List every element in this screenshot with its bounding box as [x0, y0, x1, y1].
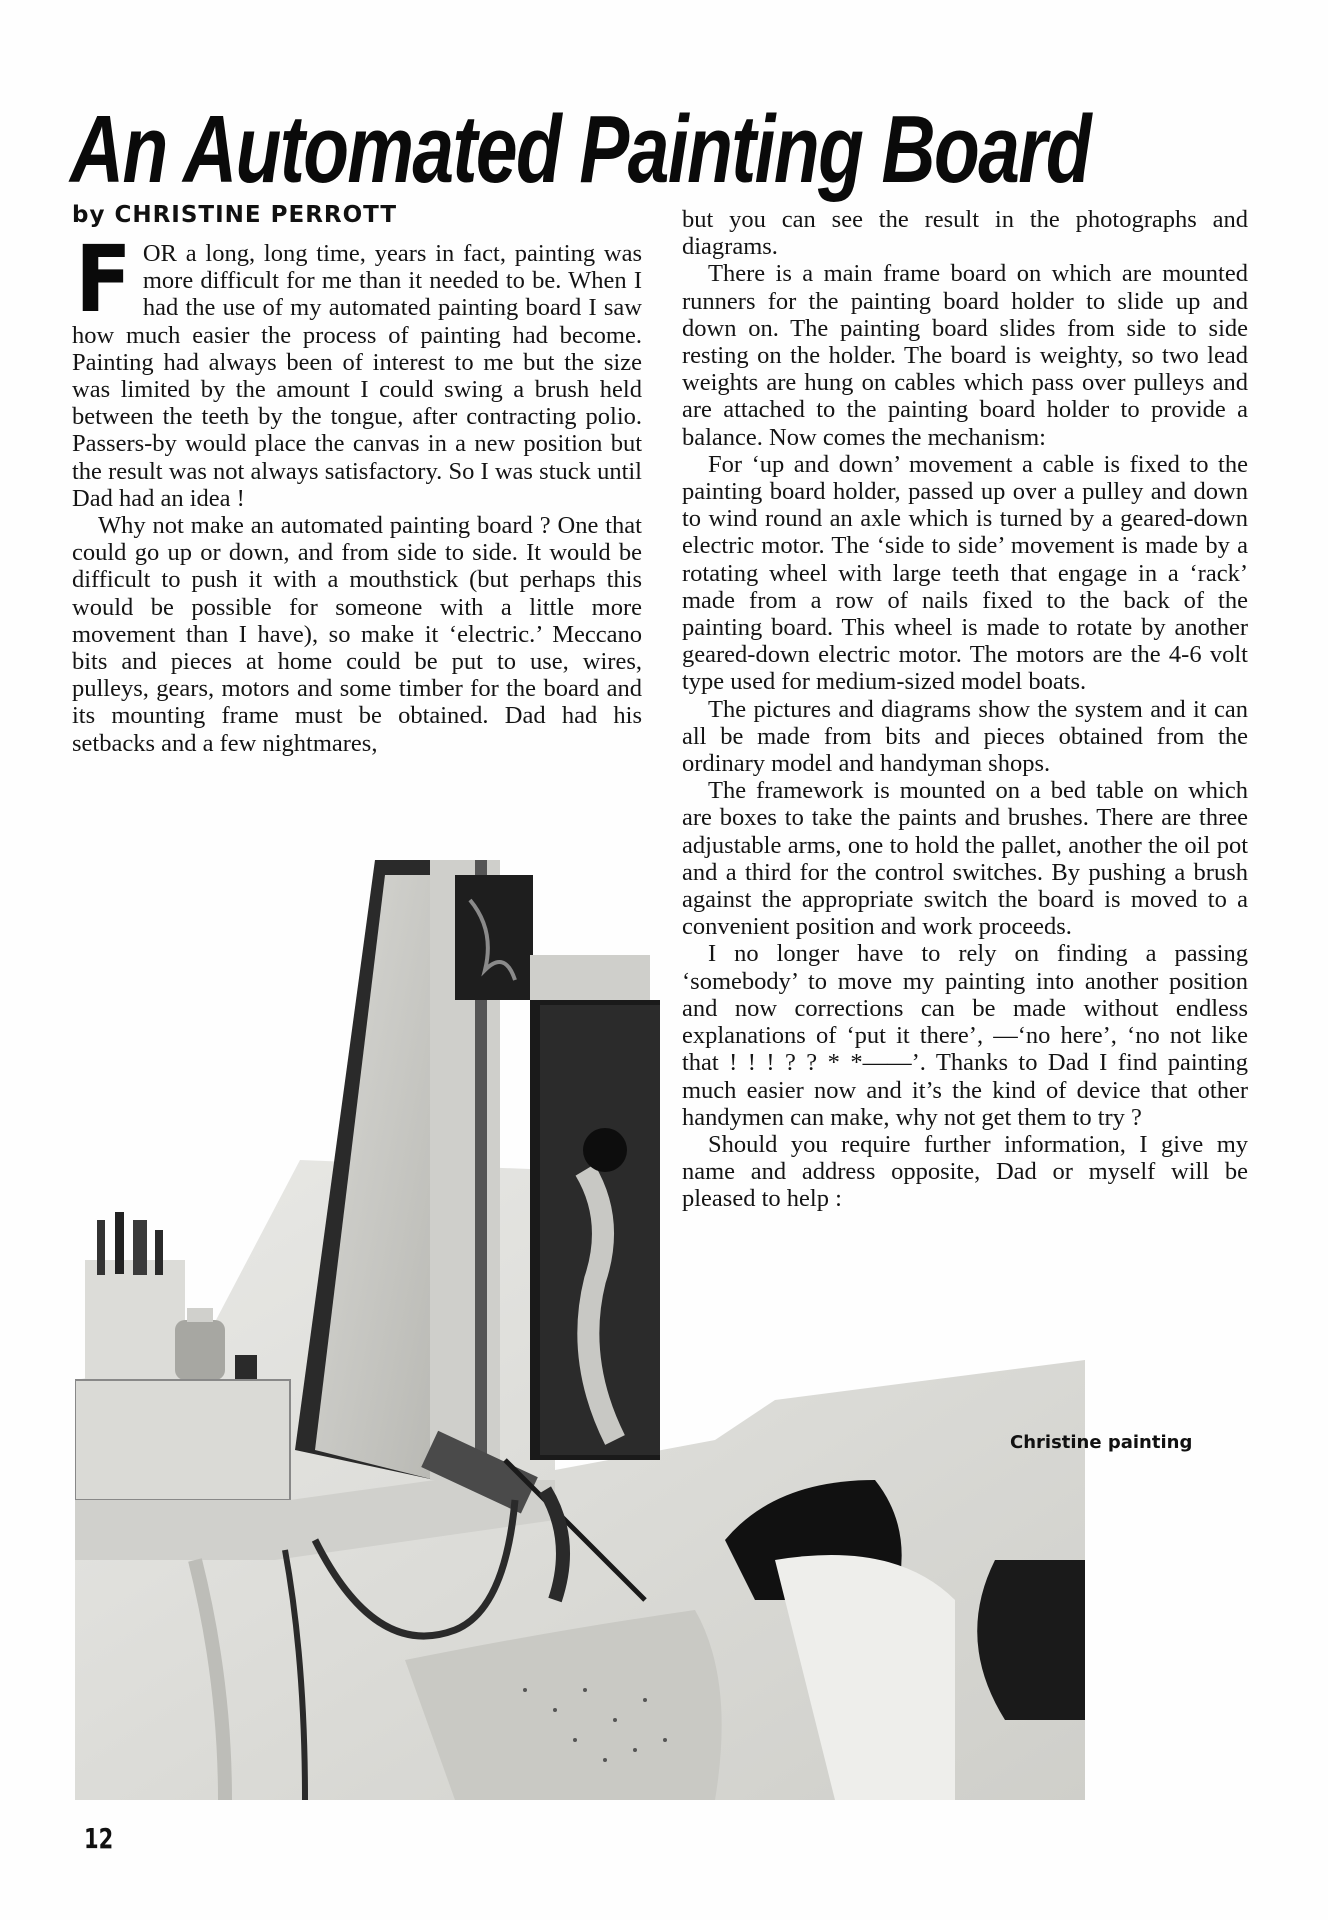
photo-caption: Christine painting — [1010, 1432, 1193, 1453]
article-title: An Automated Painting Board — [70, 96, 1091, 203]
intro-paragraph — [72, 226, 642, 512]
body-paragraph: For ‘up and down’ movement a cable is fixed to the painting board holder, passed up over a pulley and down to wind round an axle which is turned by a geared-down electric motor. The ‘side to side’ movement is made by a rotating wheel with large teeth that engage in a ‘rack’ made from a row of nails fixed to the back of the painting board. This wheel is made to rotate by another geared-down electric motor. The motors are the 4-6 volt type used for medium-sized model boats. — [682, 450, 1248, 696]
body-paragraph: Should you require further information, I give my name and address opposite, Dad or myself will be pleased to help : — [682, 1130, 1248, 1213]
body-paragraph: The framework is mounted on a bed table on which are boxes to take the paints and brushes. There are three adjustable arms, one to hold the pallet, another the oil pot and a third for the control switches. By pushing a brush against the appropriate switch the board is moved to a convenient position and work proceeds. — [682, 777, 1248, 941]
article-byline: by CHRISTINE PERROTT — [72, 202, 398, 228]
intro-paragraph-text: OR a long, long time, years in fact, painting was more difficult for me than it needed to be. When I had the use of my automated painting board I saw how much easier the process of painting had become. Painting had always been of interest to me but the size was limited by the amount I could swing a brush held between the teeth by the tongue, after contracting polio. Passers-by would place the canvas in a new position but the result was not always satisfactory. So I was stuck until Dad had an idea ! — [72, 240, 642, 512]
body-paragraph: The pictures and diagrams show the system and it can all be made from bits and pieces obtained from the ordinary model and handyman shops. — [682, 695, 1248, 778]
left-column — [72, 226, 642, 757]
continuation-paragraph: but you can see the result in the photographs and diagrams. — [682, 206, 1248, 261]
page-number: 12 — [84, 1822, 114, 1855]
photo-christine-painting — [75, 840, 1085, 1800]
body-paragraph: I no longer have to rely on finding a passing ‘somebody’ to move my painting into another position and now corrections can be made without endless explanations of ‘put it there’, —‘no here’, ‘no not like that ! ! ! ? ? * *——’. Thanks to Dad I find painting much easier now and it’s the kind of device that other handymen can make, why not get them to try ? — [682, 940, 1248, 1131]
body-paragraph: Why not make an automated painting board ? One that could go up or down, and from side to side. It would be difficult to push it with a mouthstick (but perhaps this would be possible for someone with a little more movement than I have), so make it ‘electric.’ Meccano bits and pieces at home could be put to use, wires, pulleys, gears, motors and some timber for the board and its mounting frame must be obtained. Dad had his setbacks and a few nightmares, — [72, 512, 642, 757]
body-paragraph: There is a main frame board on which are mounted runners for the painting board holder to slide up and down on. The painting board slides from side to side resting on the holder. The board is weighty, so two lead weights are hung on cables which pass over pulleys and are attached to the painting board holder to provide a balance. Now comes the mechanism: — [682, 260, 1248, 451]
drop-cap: F — [75, 226, 132, 333]
